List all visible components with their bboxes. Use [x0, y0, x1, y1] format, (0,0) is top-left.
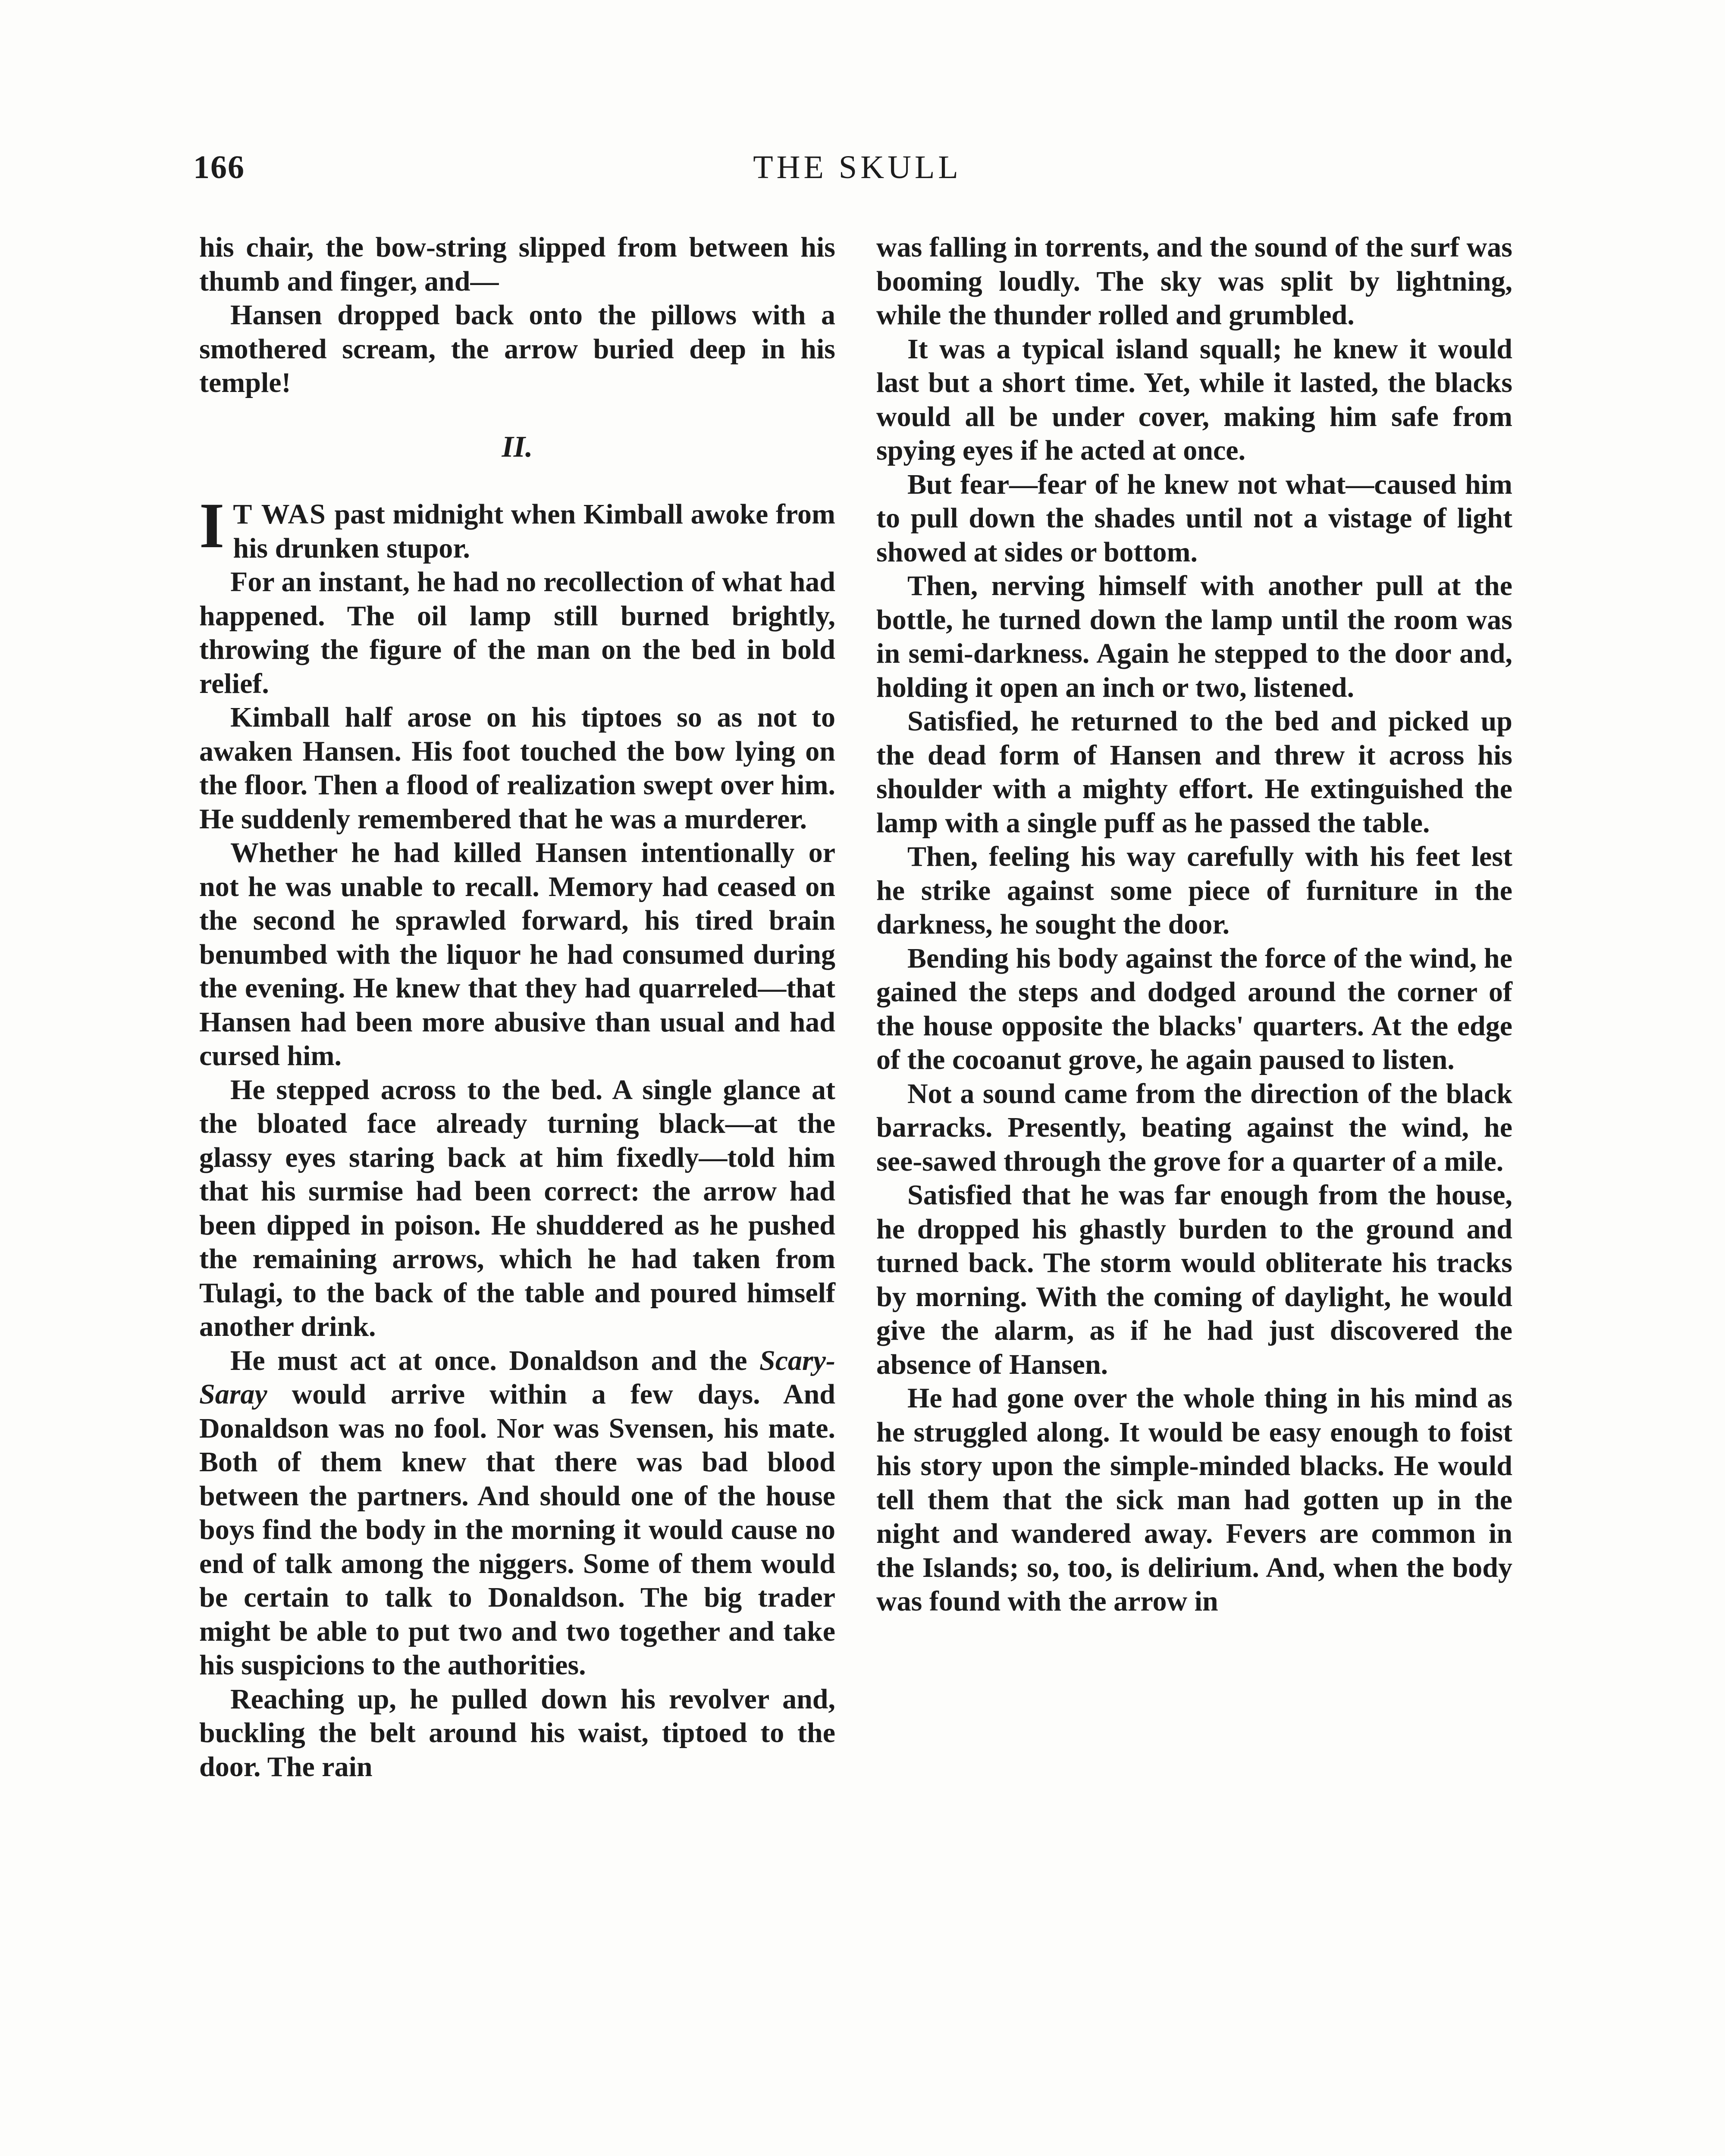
opening-caps: T WAS: [233, 498, 327, 530]
drop-cap: I: [199, 490, 225, 561]
paragraph: [199, 1344, 835, 1683]
ship-name: Scary-Saray: [199, 1344, 835, 1410]
paragraph: Not a sound came from the direction of the black barracks. Presently, beating against the wind, he see-sawed through the grove for a quarter of a mile.: [876, 1078, 1512, 1177]
paragraph: Whether he had killed Hansen intentionally or not he was unable to recall. Memory had ceased on the second he sprawled forward, his tired brain benumbed with the liquor he had consumed during the evening. He knew that they had quarreled—that Hansen had been more abusive than usual and had cursed him.: [199, 837, 835, 1072]
paragraph: Hansen dropped back onto the pillows with a smothered scream, the arrow buried deep in his temple!: [199, 299, 835, 398]
paragraph: Bending his body against the force of the wind, he gained the steps and dodged around the corner of the house opposite the blacks' quarters. At the edge of the cocoanut grove, he again paused to listen.: [876, 942, 1512, 1075]
paragraph: Then, nerving himself with another pull at the bottle, he turned down the lamp until the room was in semi-darkness. Again he stepped to the door and, holding it open an inch or two, listened.: [876, 570, 1512, 703]
right-column: [876, 231, 1512, 1619]
page-number: 166: [193, 149, 245, 185]
paragraph: It was a typical island squall; he knew it would last but a short time. Yet, while it lasted, the blacks would all be under cover, making him safe from spying eyes if he acted at once.: [876, 333, 1512, 466]
paragraph-text: past midnight when Kimball awoke from his drunken stupor.: [233, 498, 835, 564]
left-column: [199, 231, 835, 1784]
paragraph: He stepped across to the bed. A single glance at the bloated face already turning black—at the glassy eyes staring back at him fixedly—told him that his surmise had been correct: the arrow had been dipped in poison. He shuddered as he pushed the remaining arrows, which he had taken from Tulagi, to the back of the table and poured himself another drink.: [199, 1074, 835, 1342]
paragraph: But fear—fear of he knew not what—caused him to pull down the shades until not a vistage of light showed at sides or bottom.: [876, 468, 1512, 568]
running-head: THE SKULL: [753, 149, 962, 185]
paragraph: Kimball half arose on his tiptoes so as not to awaken Hansen. His foot touched the bow lying on the floor. Then a flood of realization swept over him. He suddenly remembered that he was a murderer.: [199, 702, 835, 835]
section-heading: II.: [502, 430, 533, 464]
paragraph: Reaching up, he pulled down his revolver and, buckling the belt around his waist, tiptoed to the door. The rain: [199, 1683, 835, 1783]
paragraph: He had gone over the whole thing in his mind as he struggled along. It would be easy enough to foist his story upon the simple-minded blacks. He would tell them that the sick man had gotten up in the night and wandered away. Fevers are common in the Islands; so, too, is delirium. And, when the body was found with the arrow in: [876, 1382, 1512, 1617]
page-header: [193, 149, 1521, 196]
paragraph: [199, 490, 835, 565]
paragraph: For an instant, he had no recollection of what had happened. The oil lamp still burned brightly, throwing the figure of the man on the bed in bold relief.: [199, 566, 835, 699]
paragraph: Satisfied, he returned to the bed and picked up the dead form of Hansen and threw it across his shoulder with a mighty effort. He extinguished the lamp with a single puff as he passed the table.: [876, 705, 1512, 839]
paragraph: Then, feeling his way carefully with his feet lest he strike against some piece of furniture in the darkness, he sought the door.: [876, 841, 1512, 940]
paragraph-text: would arrive within a few days. And Donaldson was no fool. Nor was Svensen, his mate. Both of them knew that there was bad blood between the partners. And should one of the house boys find the body in the morning it would cause no end of talk among the niggers. Some of them would be certain to talk to Donaldson. The big trader might be able to put two and two together and take his suspicions to the authorities.: [199, 1379, 835, 1681]
paragraph-text: He must act at once. Donaldson and the: [230, 1344, 760, 1376]
paragraph: Satisfied that he was far enough from the house, he dropped his ghastly burden to the ground and turned back. The storm would obliterate his tracks by morning. With the coming of daylight, he would give the alarm, as if he had just discovered the absence of Hansen.: [876, 1179, 1512, 1380]
paragraph: his chair, the bow-string slipped from between his thumb and finger, and—: [199, 232, 835, 297]
paragraph: was falling in torrents, and the sound of the surf was booming loudly. The sky was split by lightning, while the thunder rolled and grumbled.: [876, 232, 1512, 331]
